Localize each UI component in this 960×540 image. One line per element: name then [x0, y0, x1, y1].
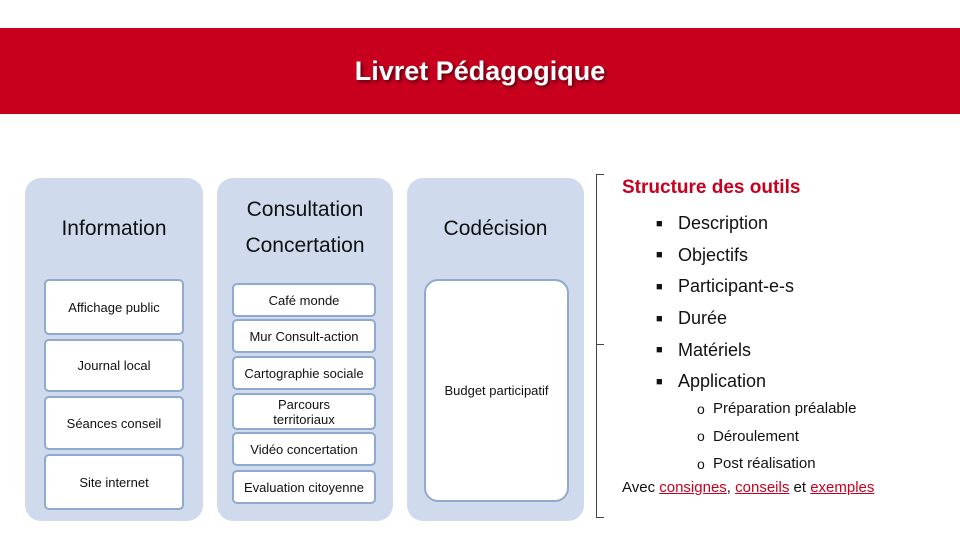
application-sub-bullets — [697, 395, 856, 478]
tool-box: Journal local — [44, 339, 184, 392]
footer-note: Avec consignes, conseils et exemples — [622, 479, 875, 496]
tool-box: Vidéo concertation — [232, 432, 376, 466]
tool-box: Parcours territoriaux — [232, 393, 376, 430]
tool-box: Evaluation citoyenne — [232, 470, 376, 504]
list-item: ■ Description — [656, 213, 769, 234]
circle-bullet-icon: o — [697, 428, 705, 445]
square-bullet-icon: ■ — [656, 312, 663, 325]
tool-box: Café monde — [232, 283, 376, 317]
list-item: ■ Durée — [656, 308, 728, 329]
column-heading: Codécision — [443, 217, 548, 240]
bracket-tick — [596, 344, 604, 345]
list-item: o Déroulement — [697, 427, 799, 445]
square-bullet-icon: ■ — [656, 344, 663, 357]
bracket — [596, 174, 604, 518]
square-bullet-icon: ■ — [656, 249, 663, 262]
column-codecision — [407, 178, 584, 521]
structure-bullets — [656, 208, 794, 398]
column-information — [25, 178, 203, 521]
column-consultation — [217, 178, 393, 521]
circle-bullet-icon: o — [697, 400, 705, 417]
list-item: ■ Objectifs — [656, 244, 749, 265]
tool-box: Site internet — [44, 454, 184, 510]
column-heading: Information — [61, 217, 167, 240]
tool-box: Mur Consult-action — [232, 319, 376, 353]
tool-box: Cartographie sociale — [232, 356, 376, 390]
keyword-consignes: consignes — [659, 479, 727, 496]
tool-box: Budget participatif — [424, 279, 569, 502]
square-bullet-icon: ■ — [656, 217, 663, 230]
list-item: ■ Application — [656, 371, 767, 392]
column-heading: Concertation — [245, 234, 365, 257]
circle-bullet-icon: o — [697, 455, 705, 472]
keyword-conseils: conseils — [735, 479, 790, 496]
tool-box: Séances conseil — [44, 396, 184, 450]
page-title: Livret Pédagogique — [354, 55, 606, 86]
structure-title: Structure des outils — [622, 177, 801, 198]
list-item: ■ Participant-e-s — [656, 276, 795, 297]
column-heading: Consultation — [246, 198, 364, 221]
keyword-exemples: exemples — [810, 479, 875, 496]
square-bullet-icon: ■ — [656, 375, 663, 388]
list-item: o Préparation préalable — [697, 400, 857, 418]
tool-box: Affichage public — [44, 279, 184, 335]
square-bullet-icon: ■ — [656, 280, 663, 293]
list-item: o Post réalisation — [697, 455, 816, 473]
list-item: ■ Matériels — [656, 339, 752, 360]
title-banner — [0, 28, 960, 114]
